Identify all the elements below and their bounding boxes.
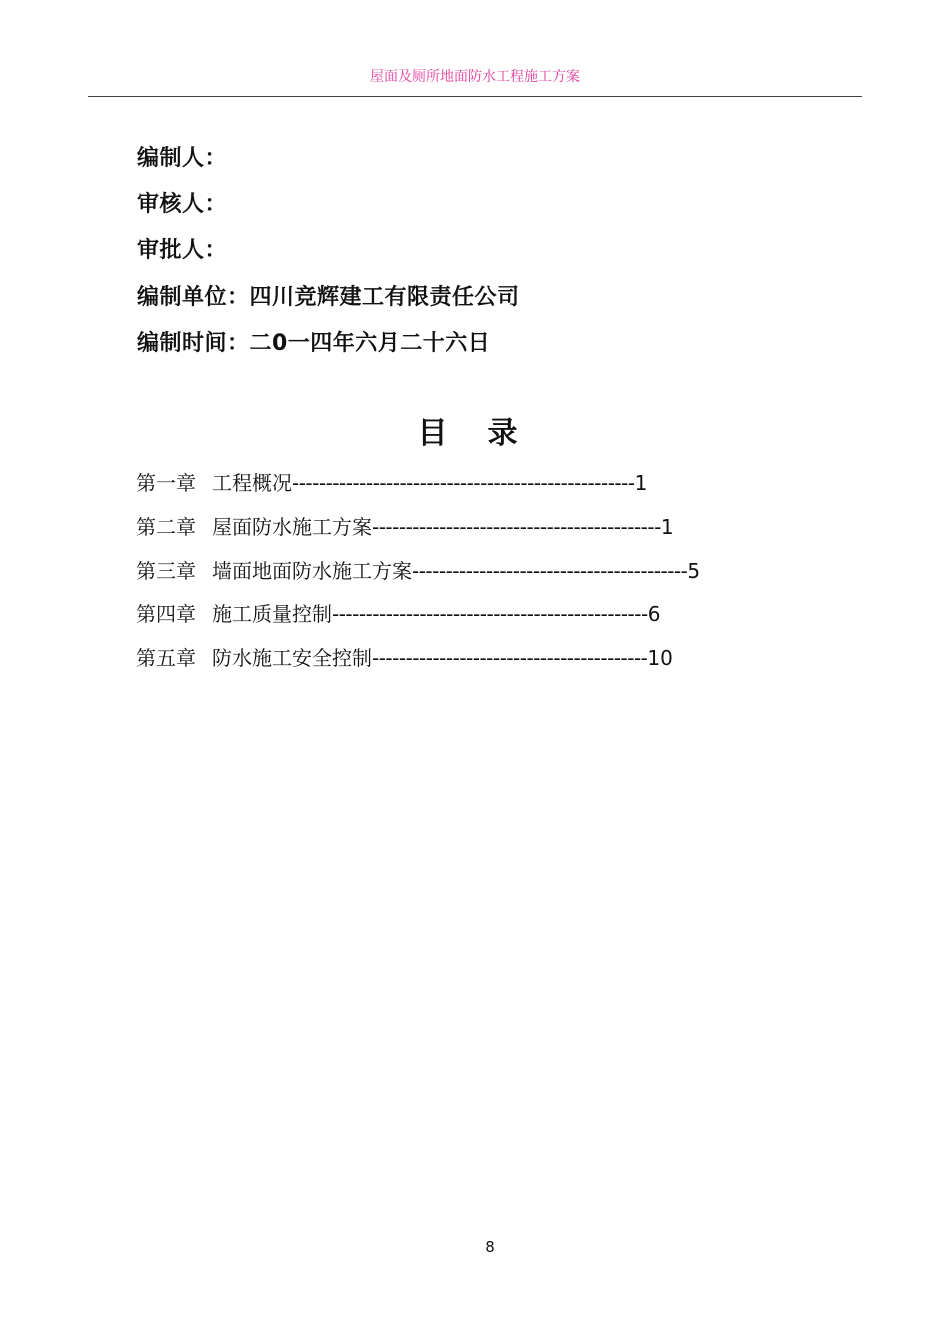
reviewer-line: 审核人： xyxy=(137,192,228,217)
toc-entry[interactable] xyxy=(136,511,674,540)
toc-name: 墙面地面防水施工方案 xyxy=(212,559,412,583)
toc-chapter: 第二章 xyxy=(136,515,196,539)
toc-name: 施工质量控制 xyxy=(212,602,332,626)
toc-title: 目录 xyxy=(417,416,558,451)
compiling-date-line: 编制时间：二0一四年六月二十六日 xyxy=(137,331,491,356)
toc-leader: ------------------------------------------- xyxy=(372,515,661,539)
toc-leader: ----------------------------------------------- xyxy=(332,602,648,626)
toc-page: 1 xyxy=(660,515,674,539)
toc-page: 5 xyxy=(687,559,701,583)
toc-page: 10 xyxy=(647,646,673,670)
header-rule xyxy=(88,96,862,97)
toc-page: 6 xyxy=(647,602,661,626)
toc-chapter: 第五章 xyxy=(136,646,196,670)
toc-entry[interactable] xyxy=(136,467,647,496)
toc-chapter: 第四章 xyxy=(136,602,196,626)
toc-name: 防水施工安全控制 xyxy=(212,646,372,670)
toc-name: 屋面防水施工方案 xyxy=(212,515,372,539)
toc-entry[interactable] xyxy=(136,642,673,671)
toc-entry[interactable] xyxy=(136,598,660,627)
toc-leader: --------------------------------------------------- xyxy=(292,471,635,495)
toc-leader: ----------------------------------------- xyxy=(412,559,688,583)
running-header-title: 屋面及厕所地面防水工程施工方案 xyxy=(370,69,580,85)
toc-page: 1 xyxy=(634,471,648,495)
page-number: 8 xyxy=(485,1238,495,1256)
toc-chapter: 第三章 xyxy=(136,559,196,583)
approver-line: 审批人： xyxy=(137,238,228,263)
compiling-unit-line: 编制单位：四川竞辉建工有限责任公司 xyxy=(137,285,520,310)
toc-leader: ----------------------------------------- xyxy=(372,646,648,670)
compiler-line: 编制人： xyxy=(137,146,228,171)
toc-entry[interactable] xyxy=(136,555,700,584)
toc-chapter: 第一章 xyxy=(136,471,196,495)
toc-name: 工程概况 xyxy=(212,471,292,495)
